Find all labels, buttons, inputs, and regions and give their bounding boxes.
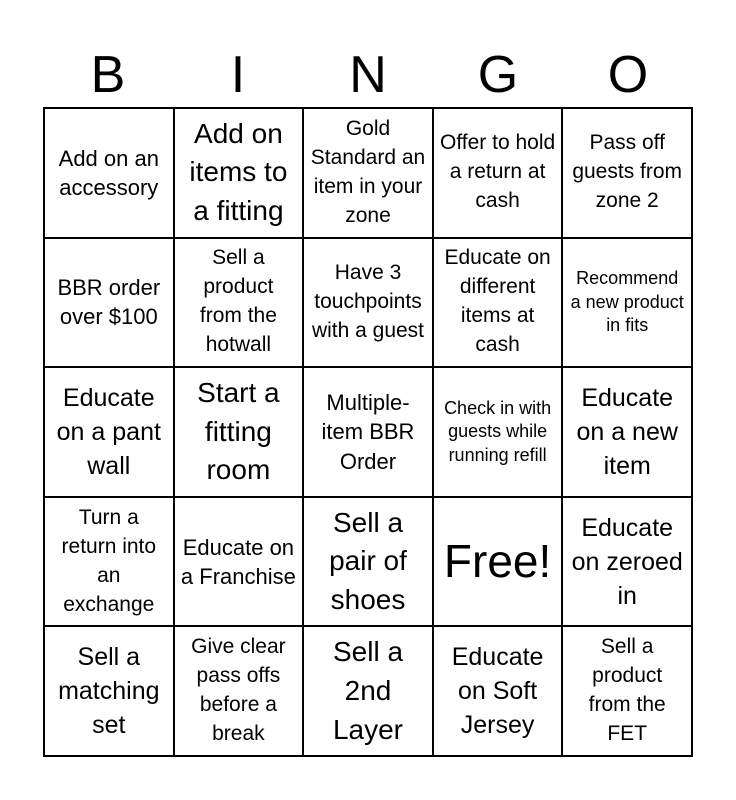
bingo-cell[interactable]: Educate on different items at cash	[433, 238, 563, 368]
bingo-cell[interactable]: Turn a return into an exchange	[44, 497, 174, 627]
bingo-cell[interactable]: Educate on zeroed in	[562, 497, 692, 627]
header-letter-g: G	[477, 46, 519, 104]
bingo-cell[interactable]: Recommend a new product in fits	[562, 238, 692, 368]
header-letter-o: O	[607, 46, 649, 104]
bingo-cell[interactable]: Educate on a pant wall	[44, 367, 174, 497]
bingo-cell[interactable]: Sell a matching set	[44, 626, 174, 756]
free-space-cell[interactable]: Free!	[433, 497, 563, 627]
bingo-board	[43, 107, 693, 757]
bingo-cell[interactable]: Sell a 2nd Layer	[303, 626, 433, 756]
header-letter-i: I	[230, 46, 246, 104]
bingo-cell[interactable]: Pass off guests from zone 2	[562, 108, 692, 238]
bingo-cell[interactable]: Have 3 touchpoints with a guest	[303, 238, 433, 368]
header-letter-n: N	[349, 46, 387, 104]
bingo-cell[interactable]: BBR order over $100	[44, 238, 174, 368]
bingo-cell[interactable]: Educate on a new item	[562, 367, 692, 497]
bingo-header	[43, 44, 693, 106]
bingo-cell[interactable]: Multiple-item BBR Order	[303, 367, 433, 497]
bingo-cell[interactable]: Offer to hold a return at cash	[433, 108, 563, 238]
bingo-cell[interactable]: Sell a pair of shoes	[303, 497, 433, 627]
bingo-cell[interactable]: Educate on a Franchise	[174, 497, 304, 627]
bingo-cell[interactable]: Start a fitting room	[174, 367, 304, 497]
bingo-cell[interactable]: Educate on Soft Jersey	[433, 626, 563, 756]
bingo-cell[interactable]: Sell a product from the hotwall	[174, 238, 304, 368]
header-letter-b: B	[90, 46, 126, 104]
bingo-cell[interactable]: Check in with guests while running refill	[433, 367, 563, 497]
bingo-cell[interactable]: Sell a product from the FET	[562, 626, 692, 756]
bingo-cell[interactable]: Add on an accessory	[44, 108, 174, 238]
bingo-cell[interactable]: Give clear pass offs before a break	[174, 626, 304, 756]
bingo-cell[interactable]: Gold Standard an item in your zone	[303, 108, 433, 238]
bingo-cell[interactable]: Add on items to a fitting	[174, 108, 304, 238]
